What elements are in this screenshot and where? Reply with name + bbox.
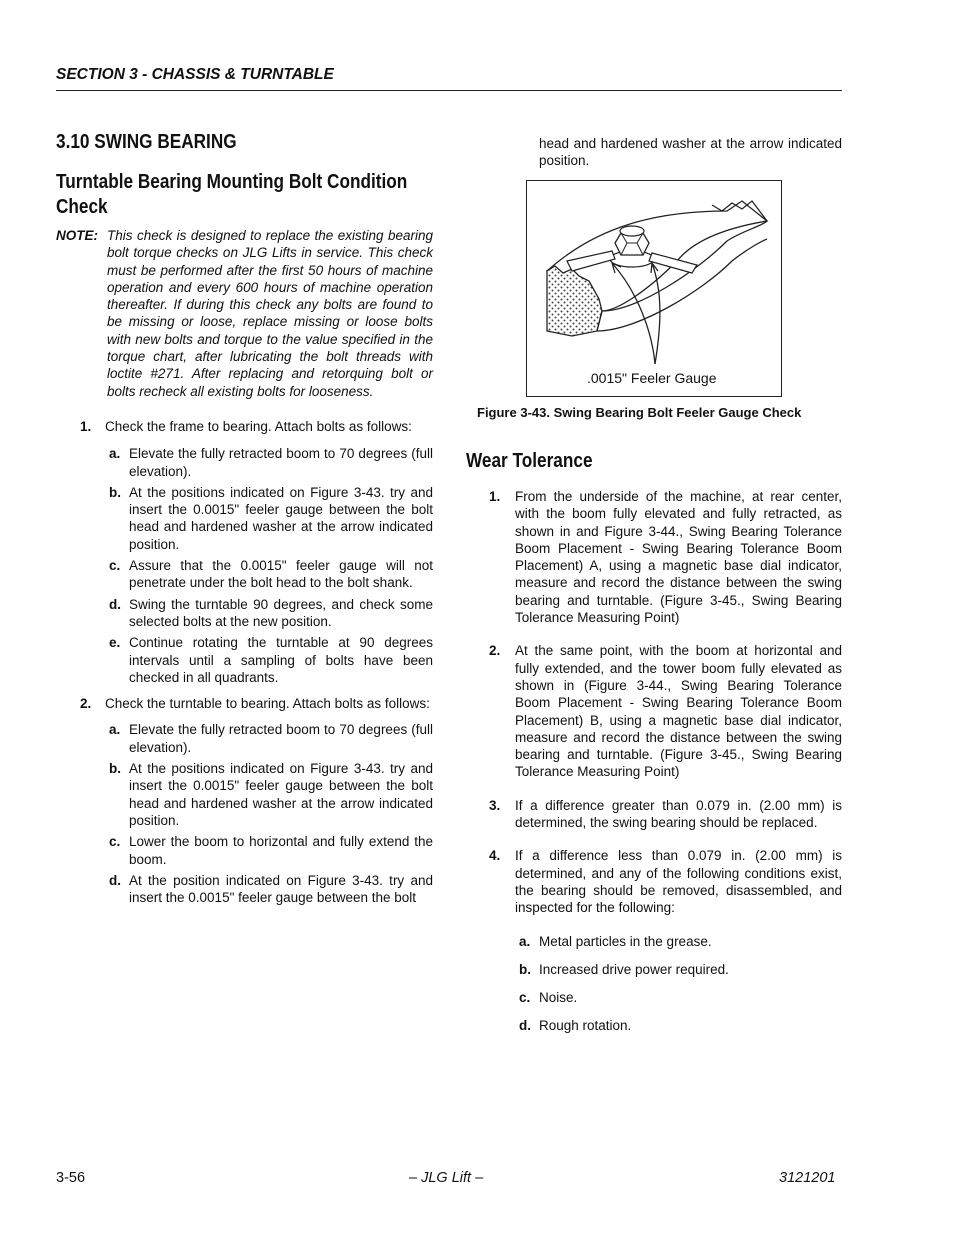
right-column (466, 449, 842, 1035)
list-item (56, 695, 433, 712)
list-item (466, 961, 842, 978)
figure-3-43 (526, 180, 782, 397)
list-item (466, 933, 842, 950)
list-item (56, 484, 433, 553)
page-number: 3-56 (56, 1170, 86, 1186)
wear-tolerance-title: Wear Tolerance (466, 450, 593, 472)
figure-label: .0015" Feeler Gauge (587, 370, 717, 386)
list-item (466, 797, 842, 832)
list-item (56, 760, 433, 829)
document-number: 3121201 (779, 1170, 836, 1186)
item-number: b. (109, 761, 121, 777)
list-item (56, 833, 433, 868)
list-item (56, 557, 433, 592)
list-item (466, 847, 842, 916)
list-item (56, 445, 433, 480)
item-number: d. (109, 596, 121, 612)
item-number: d. (519, 1018, 531, 1034)
list-item (466, 642, 842, 780)
item-text: If a difference less than 0.079 in. (2.00 mm) is determined, and any of the following conditions exist, the bearing should be removed, disassembled, and inspected for the following: (515, 848, 842, 916)
item-text: At the same point, with the boom at horizontal and fully extended, and the tower boom fully elevated as shown in (Figure 3-44., Swing Bearing Tolerance Boom Placement - Swing Bearing Tolerance Boom Placement) B, using a magnetic base dial indicator, measure and record the distance between the swing bearing and turntable. (Figure 3-45., Swing Bearing Tolerance Measuring Point) (515, 643, 842, 780)
step-list-1 (56, 418, 433, 686)
list-item (466, 488, 842, 626)
item-number: 3. (489, 797, 501, 813)
footer-brand: – JLG Lift – (409, 1170, 484, 1186)
list-item (56, 872, 433, 907)
header-rule (56, 90, 842, 91)
item-number: a. (519, 933, 531, 949)
item-number: a. (109, 446, 121, 462)
figure-caption: Figure 3-43. Swing Bearing Bolt Feeler Gauge Check (477, 405, 802, 420)
item-number: b. (519, 961, 531, 977)
list-item (466, 989, 842, 1006)
item-text: At the positions indicated on Figure 3-43. try and insert the 0.0015" feeler gauge between the bolt head and hardened washer at the arrow indicated position. (129, 761, 433, 828)
item-number: 1. (489, 489, 501, 504)
item-text: Swing the turntable 90 degrees, and check some selected bolts at the new position. (129, 596, 433, 629)
item-number: 2. (80, 696, 92, 712)
item-number: 2. (489, 643, 501, 659)
item-number: c. (109, 834, 121, 850)
item-text: Check the frame to bearing. Attach bolts as follows: (105, 418, 412, 434)
item-text: Rough rotation. (539, 1018, 632, 1034)
note-text: This check is designed to replace the existing bearing bolt torque checks on JLG Lifts in service. This check must be performed after the first 50 hours of machine operation and every 600 hours of machine operation thereafter. If during this check any bolts are found to be missing or loose, replace missing or loose bolts with new bolts and torque to the value specified in the torque chart, after lubricating the bolt threads with loctite #271. After replacing and retorquing bolt or bolts recheck all existing bolts for looseness. (107, 228, 433, 399)
item-text: Elevate the fully retracted boom to 70 degrees (full elevation). (129, 446, 433, 479)
note-label: NOTE: (56, 228, 98, 243)
list-item (56, 721, 433, 756)
step-list-2 (56, 695, 433, 906)
item-text: Increased drive power required. (539, 961, 729, 977)
item-text: Lower the boom to horizontal and fully extend the boom. (129, 834, 433, 867)
item-text: Elevate the fully retracted boom to 70 degrees (full elevation). (129, 722, 433, 755)
item-number: 1. (80, 418, 92, 434)
item-number: e. (109, 635, 121, 651)
item-number: b. (109, 484, 121, 500)
item-text: If a difference greater than 0.079 in. (2.00 mm) is determined, the swing bearing should be replaced. (515, 797, 842, 831)
item-text: Metal particles in the grease. (539, 933, 712, 949)
bolt-feeler-gauge-illustration (527, 181, 781, 396)
item-text: At the positions indicated on Figure 3-43. try and insert the 0.0015" feeler gauge between the bolt head and hardened washer at the arrow indicated position. (129, 484, 433, 552)
item-text: At the position indicated on Figure 3-43. try and insert the 0.0015" feeler gauge between the bolt (129, 872, 433, 906)
item-number: a. (109, 722, 121, 738)
item-text: Noise. (539, 990, 578, 1006)
list-item (466, 1017, 842, 1034)
item-number: d. (109, 872, 121, 888)
item-text: Continue rotating the turntable at 90 degrees intervals until a sampling of bolts have been checked in all quadrants. (129, 635, 433, 685)
subsection-title: Turntable Bearing Mounting Bolt Condition Check (56, 171, 408, 218)
list-item (56, 634, 433, 686)
section-title: 3.10 SWING BEARING (56, 131, 237, 153)
item-text: Assure that the 0.0015" feeler gauge will not penetrate under the bolt head to the bolt shank. (129, 558, 433, 591)
section-header: SECTION 3 - CHASSIS & TURNTABLE (56, 66, 334, 83)
list-item (56, 418, 433, 435)
continuation-text: head and hardened washer at the arrow indicated position. (539, 136, 842, 169)
left-column (56, 131, 433, 906)
list-item (56, 596, 433, 631)
item-number: c. (519, 990, 531, 1006)
item-text: Check the turntable to bearing. Attach bolts as follows: (105, 696, 430, 712)
item-number: c. (109, 558, 121, 574)
note-block (56, 227, 433, 400)
item-text: From the underside of the machine, at rear center, with the boom fully elevated and fully retracted, as shown in and Figure 3-44., Swing Bearing Tolerance Boom Placement - Swing Bearing Tolerance Boom Placement) A, using a magnetic base dial indicator, measure and record the distance between the swing bearing and turntable. (Figure 3-45., Swing Bearing Tolerance Measuring Point) (515, 489, 842, 626)
item-number: 4. (489, 848, 501, 864)
